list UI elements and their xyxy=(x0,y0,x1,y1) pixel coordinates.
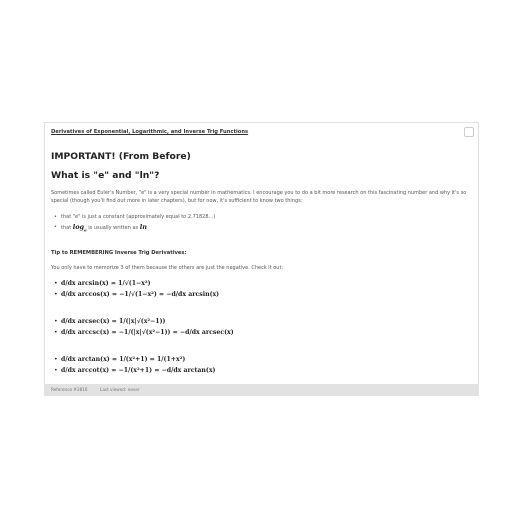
formula-group-arcsec-arccsc xyxy=(61,316,234,338)
tip-paragraph: You only have to memorize 3 of them because the others are just the negative. Check it out: xyxy=(51,265,284,271)
last-viewed: Last viewed: never xyxy=(100,387,140,392)
document-card xyxy=(44,122,479,396)
heading-e-ln: What is "e" and "ln"? xyxy=(51,170,160,181)
fact-e-constant: that "e" is just a constant (approximately equal to 2.71828...) xyxy=(61,214,216,220)
list-item xyxy=(61,212,215,222)
reference-number: Reference #3816 xyxy=(51,387,88,392)
facts-list xyxy=(61,212,215,232)
intro-paragraph: Sometimes called Euler's Number, "e" is a very special number in mathematics. I encourage you to do a bit more research on this fascinating number and why it's so special (though you'll find out more in later chapters), but for now, it's sufficient to know two things: xyxy=(51,190,467,204)
formula-arcsec: • d/dx arcsec(x) = 1/(|x|√(x²−1)) xyxy=(61,316,234,327)
formula-group-arcsin-arccos xyxy=(61,278,219,300)
tip-heading: Tip to REMEMBERING Inverse Trig Derivatives: xyxy=(51,250,187,256)
formula-arccsc: • d/dx arccsc(x) = −1/(|x|√(x²−1)) = −d/dx arcsec(x) xyxy=(61,327,234,338)
ln-symbol: ln xyxy=(139,223,147,231)
document-title-link[interactable]: Derivatives of Exponential, Logarithmic, and Inverse Trig Functions xyxy=(51,129,249,135)
formula-group-arctan-arccot xyxy=(61,354,215,376)
log-e-symbol xyxy=(73,223,87,231)
fact-log-suffix: is usually written as xyxy=(88,225,139,231)
card-footer xyxy=(45,384,478,395)
formula-arcsin: • d/dx arcsin(x) = 1/√(1−x²) xyxy=(61,278,219,289)
expand-icon[interactable] xyxy=(464,127,474,137)
heading-important: IMPORTANT! (From Before) xyxy=(51,151,191,162)
fact-log-prefix: that xyxy=(61,225,72,231)
formula-arctan: • d/dx arctan(x) = 1/(x²+1) = 1/(1+x²) xyxy=(61,354,215,365)
log-symbol: log xyxy=(72,223,85,231)
formula-arccos: • d/dx arccos(x) = −1/√(1−x²) = −d/dx arcsin(x) xyxy=(61,289,219,300)
formula-arccot: • d/dx arccot(x) = −1/(x²+1) = −d/dx arctan(x) xyxy=(61,365,215,376)
log-subscript: e xyxy=(84,227,87,233)
list-item xyxy=(61,222,215,232)
